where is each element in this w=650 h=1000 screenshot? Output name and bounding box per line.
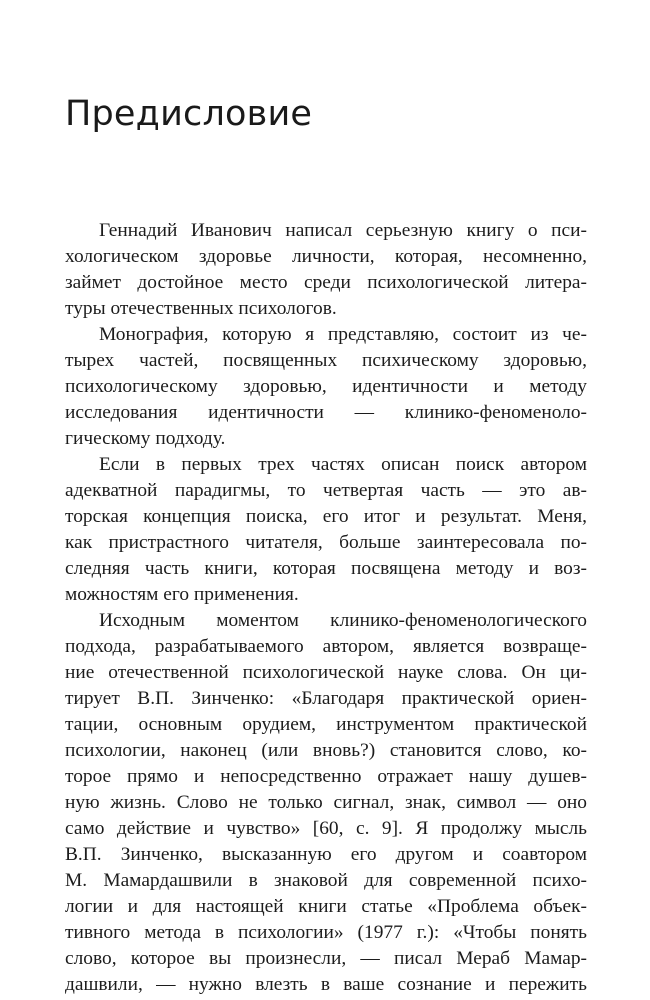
text-line: следняя часть книги, которая посвящена методу и воз-	[65, 558, 587, 579]
chapter-title: Предисловие	[65, 94, 313, 134]
text-line: Если в первых трех частях описан поиск автором	[99, 454, 587, 475]
text-line: ние отечественной психологической науке слова. Он ци-	[65, 662, 587, 683]
text-line: тырех частей, посвященных психическому здоровью,	[65, 350, 587, 371]
text-line: адекватной парадигмы, то четвертая часть — это ав-	[65, 480, 587, 501]
text-line: туры отечественных психологов.	[65, 298, 337, 319]
text-line: логии и для настоящей книги статье «Проблема объек-	[65, 896, 587, 917]
text-line: торская концепция поиска, его итог и результат. Меня,	[65, 506, 587, 527]
text-line: хологическом здоровье личности, которая, несомненно,	[65, 246, 587, 267]
text-line: слово, которое вы произнесли, — писал Мераб Мамар-	[65, 948, 587, 969]
text-line: психологии, наконец (или вновь?) становится слово, ко-	[65, 740, 587, 761]
paragraph-3	[65, 452, 587, 608]
text-line: тивного метода в психологии» (1977 г.): «Чтобы понять	[65, 922, 587, 943]
text-line: тирует В.П. Зинченко: «Благодаря практической ориен-	[65, 688, 587, 709]
text-line: тации, основным орудием, инструментом практической	[65, 714, 587, 735]
text-line: исследования идентичности — клинико-феноменоло-	[65, 402, 587, 423]
text-line: можностям его применения.	[65, 584, 299, 605]
text-line: как пристрастного читателя, больше заинтересовала по-	[65, 532, 587, 553]
paragraph-4	[65, 608, 587, 998]
text-line: ную жизнь. Слово не только сигнал, знак, символ — оно	[65, 792, 587, 813]
text-line: подхода, разрабатываемого автором, является возвраще-	[65, 636, 587, 657]
body-text	[65, 218, 587, 998]
text-line: Геннадий Иванович написал серьезную книгу о пси-	[99, 220, 587, 241]
text-line: гическому подходу.	[65, 428, 226, 449]
paragraph-2	[65, 322, 587, 452]
text-line: дашвили, — нужно влезть в ваше сознание и пережить	[65, 974, 587, 995]
text-line: Исходным моментом клинико-феноменологического	[99, 610, 587, 631]
text-line: Монография, которую я представляю, состоит из че-	[99, 324, 587, 345]
text-line: займет достойное место среди психологической литера-	[65, 272, 587, 293]
text-line: М. Мамардашвили в знаковой для современной психо-	[65, 870, 587, 891]
text-line: торое прямо и непосредственно отражает нашу душев-	[65, 766, 587, 787]
text-line: В.П. Зинченко, высказанную его другом и соавтором	[65, 844, 587, 865]
paragraph-1	[65, 218, 587, 322]
text-line: само действие и чувство» [60, с. 9]. Я продолжу мысль	[65, 818, 587, 839]
text-line: психологическому здоровью, идентичности и методу	[65, 376, 587, 397]
